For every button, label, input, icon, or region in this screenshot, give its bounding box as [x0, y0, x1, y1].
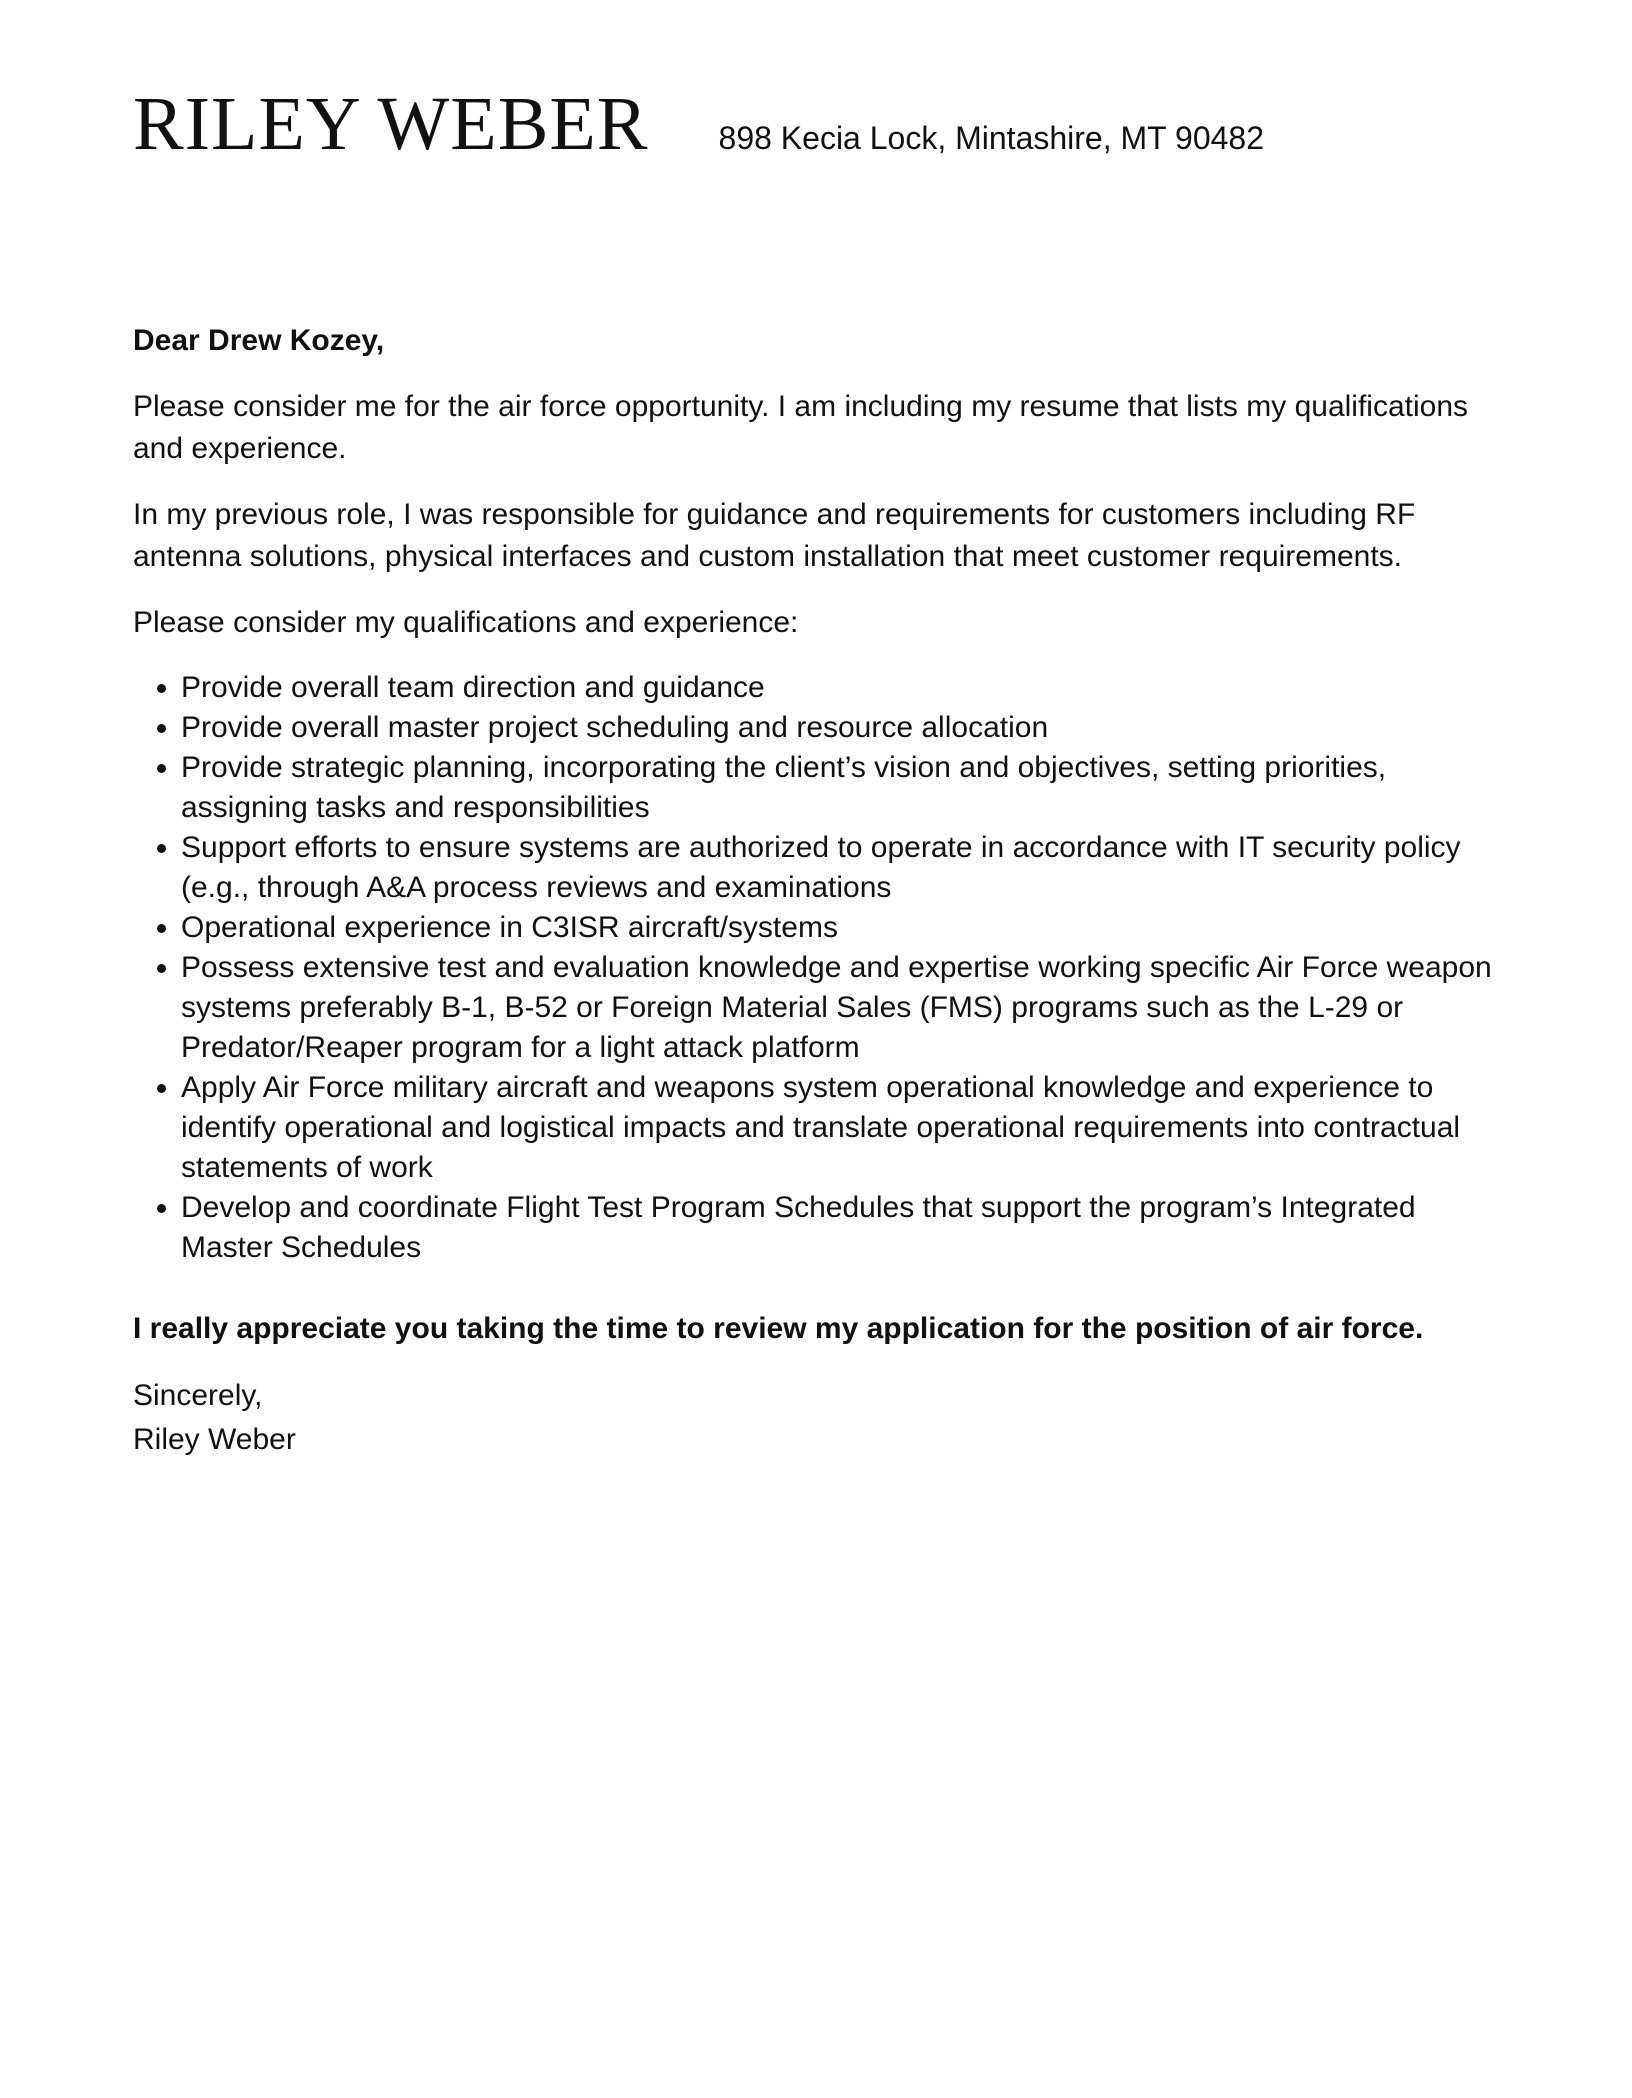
list-item: • Operational experience in C3ISR aircraft/systems [181, 908, 1498, 948]
list-item: • Provide strategic planning, incorporating the client’s vision and objectives, setting priorities, assigning tasks and responsibilities [181, 748, 1498, 828]
intro-paragraph: Please consider me for the air force opportunity. I am including my resume that lists my qualifications and experience. [133, 390, 1469, 465]
signoff: Sincerely, [133, 1379, 263, 1412]
letterhead [133, 82, 1264, 166]
closing-statement: I really appreciate you taking the time to review my application for the position of air force. [133, 1312, 1424, 1345]
signature-name: Riley Weber [133, 1423, 296, 1456]
greeting: Dear Drew Kozey, [133, 324, 385, 357]
letter-body [133, 320, 1498, 1462]
sender-address: 898 Kecia Lock, Mintashire, MT 90482 [718, 120, 1264, 156]
list-item: • Possess extensive test and evaluation knowledge and expertise working specific Air Force weapon systems preferably B-1, B-52 or Foreign Material Sales (FMS) programs such as the L-29 or Predator/Reaper program for a light attack platform [181, 948, 1498, 1068]
list-item: • Apply Air Force military aircraft and weapons system operational knowledge and experience to identify operational and logistical impacts and translate operational requirements into contractual statements of work [181, 1068, 1498, 1188]
list-item: • Support efforts to ensure systems are authorized to operate in accordance with IT security policy (e.g., through A&A process reviews and examinations [181, 828, 1498, 908]
list-item: • Provide overall team direction and guidance [181, 668, 1498, 708]
list-item: • Develop and coordinate Flight Test Program Schedules that support the program’s Integrated Master Schedules [181, 1188, 1498, 1268]
list-item: • Provide overall master project scheduling and resource allocation [181, 708, 1498, 748]
qualifications-lead: Please consider my qualifications and experience: [133, 606, 799, 639]
qualifications-list [133, 668, 1498, 1268]
experience-paragraph: In my previous role, I was responsible for guidance and requirements for customers including RF antenna solutions, physical interfaces and custom installation that meet customer requirements. [133, 498, 1416, 573]
sender-name: RILEY WEBER [133, 82, 649, 166]
